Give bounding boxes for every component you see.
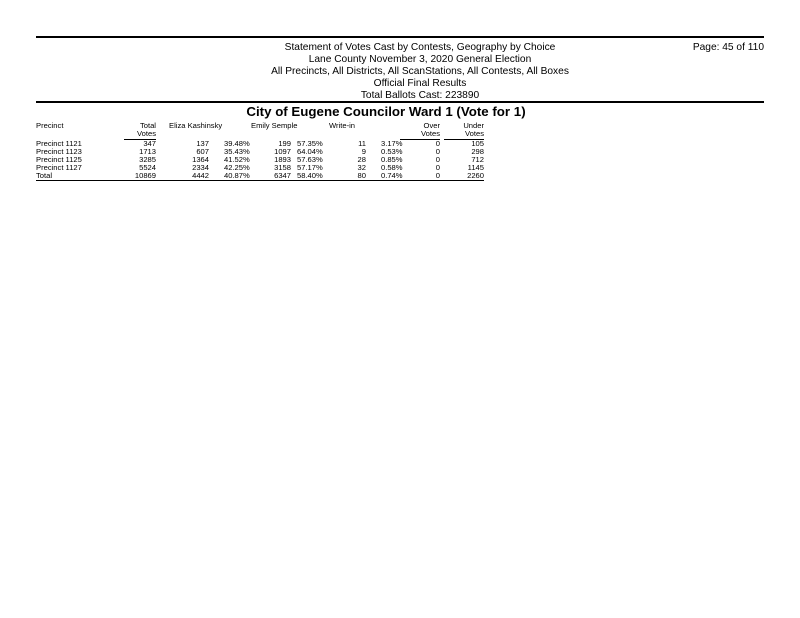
col-total: Total Votes [137, 121, 156, 138]
kashinsky-votes-cell: 607 [196, 147, 209, 156]
semple-votes-cell: 199 [278, 139, 291, 148]
total-votes-cell: 1713 [139, 147, 156, 156]
col-under-votes: Under Votes [463, 121, 484, 138]
semple-votes-cell: 1097 [274, 147, 291, 156]
semple-percent-cell: 57.63% [297, 155, 323, 164]
col-candidate-semple: Emily Semple [251, 121, 298, 130]
header-line: Lane County November 3, 2020 General Election [308, 54, 532, 65]
semple-votes-cell: 1893 [274, 155, 291, 164]
write-in-percent-cell: 0.58% [381, 163, 403, 172]
write-in-votes-cell: 80 [357, 171, 366, 180]
write-in-votes-cell: 9 [361, 147, 366, 156]
kashinsky-votes-cell: 2334 [192, 163, 209, 172]
precinct-cell: Precinct 1123 [36, 147, 82, 156]
kashinsky-votes-cell: 137 [196, 139, 209, 148]
under-votes-cell: 105 [471, 139, 484, 148]
write-in-percent-cell: 0.85% [381, 155, 403, 164]
header-line: Official Final Results [373, 78, 467, 89]
kashinsky-votes-cell: 1364 [192, 155, 209, 164]
write-in-votes-cell: 11 [358, 139, 366, 148]
semple-votes-cell: 6347 [274, 171, 291, 180]
semple-votes-cell: 3158 [274, 163, 291, 172]
kashinsky-percent-cell: 42.25% [224, 163, 250, 172]
total-votes-cell: 347 [143, 139, 156, 148]
col-write-in: Write-in [329, 121, 356, 130]
under-votes-cell: 298 [471, 147, 484, 156]
col-candidate-kashinsky: Eliza Kashinsky [169, 121, 223, 130]
write-in-percent-cell: 0.74% [381, 171, 403, 180]
under-votes-cell: 1145 [467, 163, 484, 172]
semple-percent-cell: 57.17% [297, 163, 323, 172]
total-votes-cell: 10869 [134, 171, 156, 180]
over-votes-cell: 0 [435, 163, 440, 172]
write-in-percent-cell: 3.17% [381, 139, 403, 148]
precinct-cell: Total [36, 171, 53, 180]
write-in-percent-cell: 0.53% [381, 147, 403, 156]
over-votes-cell: 0 [435, 155, 440, 164]
header-line: All Precincts, All Districts, All ScanStations, All Contests, All Boxes [271, 66, 569, 77]
header-line: Statement of Votes Cast by Contests, Geography by Choice [284, 42, 556, 53]
page-number: Page: 45 of 110 [692, 42, 764, 53]
under-votes-cell: 712 [471, 155, 484, 164]
semple-percent-cell: 57.35% [297, 139, 323, 148]
precinct-cell: Precinct 1121 [36, 139, 82, 148]
semple-percent-cell: 58.40% [297, 171, 323, 180]
kashinsky-percent-cell: 41.52% [224, 155, 250, 164]
under-votes-cell: 2260 [467, 171, 484, 180]
kashinsky-percent-cell: 40.87% [224, 171, 250, 180]
semple-percent-cell: 64.04% [297, 147, 323, 156]
total-votes-cell: 5524 [139, 163, 156, 172]
kashinsky-percent-cell: 35.43% [224, 147, 250, 156]
col-over-votes: Over Votes [421, 121, 440, 138]
write-in-votes-cell: 28 [357, 155, 366, 164]
kashinsky-percent-cell: 39.48% [224, 139, 250, 148]
section-rule [36, 101, 764, 103]
over-votes-cell: 0 [435, 147, 440, 156]
contest-title: City of Eugene Councilor Ward 1 (Vote for 1) [246, 104, 526, 119]
kashinsky-votes-cell: 4442 [192, 171, 209, 180]
header-line: Total Ballots Cast: 223890 [360, 90, 480, 101]
col-precinct: Precinct [36, 121, 64, 130]
top-rule [36, 36, 764, 38]
precinct-cell: Precinct 1127 [36, 163, 82, 172]
precinct-cell: Precinct 1125 [36, 155, 82, 164]
report-header [160, 42, 680, 102]
over-votes-cell: 0 [435, 139, 440, 148]
write-in-votes-cell: 32 [357, 163, 366, 172]
total-rule [36, 180, 484, 181]
total-votes-cell: 3285 [139, 155, 156, 164]
over-votes-cell: 0 [435, 171, 440, 180]
